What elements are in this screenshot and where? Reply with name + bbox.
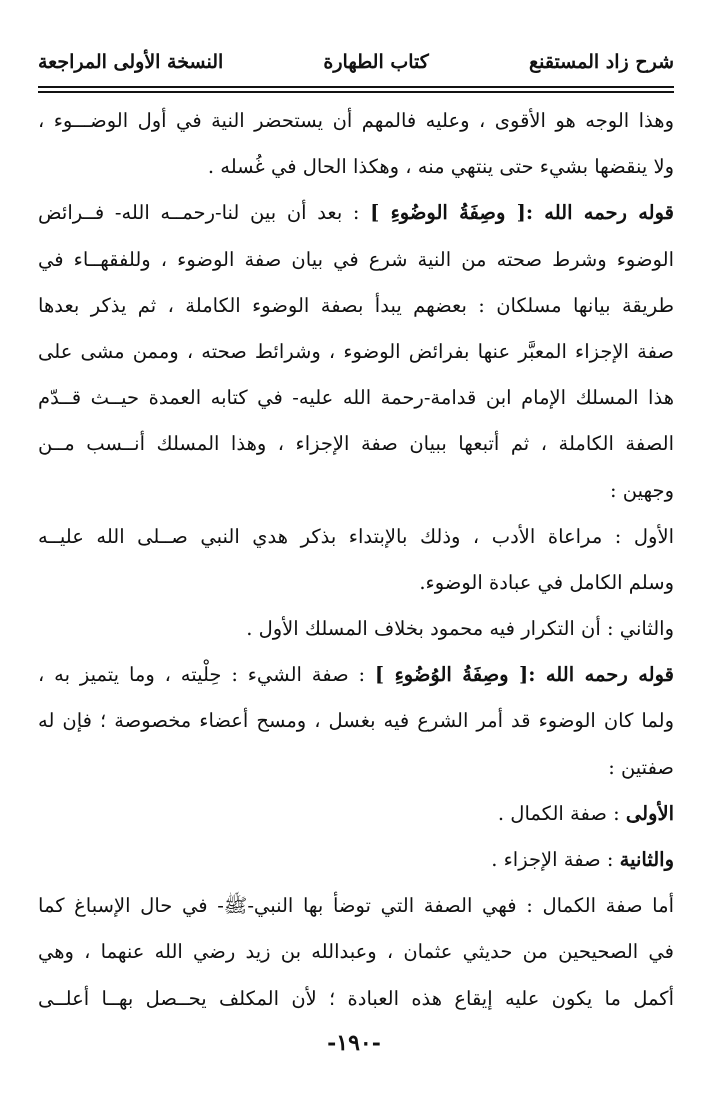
- text-line: صفة الإجزاء المعبَّر عنها بفرائض الوضوء ، وشرائط صحته ، وممن مشى على: [38, 339, 674, 363]
- text-line: هذا المسلك الإمام ابن قدامة-رحمة الله عليه- في كتابه العمدة حيــث قــدّم: [38, 386, 674, 410]
- header-book-title: شرح زاد المستقنع: [528, 51, 674, 73]
- heading-quote: قوله رحمه الله :[ وصِفَةُ الوُضُوءِ ]: [374, 663, 674, 687]
- text-line: في الصحيحين من حديثي عثمان ، وعبدالله بن زيد رضي الله عنهما ، وهي: [38, 940, 674, 964]
- text-run: : صفة الشيء : حِلْيته ، وما يتميز به ،: [38, 663, 375, 687]
- enumeration-label: والثانية: [619, 848, 674, 871]
- page-number: -١٩٠-: [327, 1030, 381, 1056]
- text-line: الوضوء وشرط صحته من النية شرع في بيان صفة الوضوء ، وللفقهــاء في: [38, 247, 674, 271]
- text-run: : صفة الإجزاء .: [491, 848, 620, 871]
- text-line: وجهين :: [610, 478, 674, 502]
- text-line: أما صفة الكمال : فهي الصفة التي توضأ بها النبي-ﷺ- في حال الإسباغ كما: [38, 894, 674, 918]
- header-edition-note: النسخة الأولى المراجعة: [38, 51, 224, 73]
- text-line: الأول : مراعاة الأدب ، وذلك بالإبتداء بذكر هدي النبي صــلى الله عليــه: [38, 524, 674, 548]
- header-rule-upper: [38, 86, 674, 88]
- text-line: ولما كان الوضوء قد أمر الشرع فيه بغسل ، ومسح أعضاء مخصوصة ؛ فإن له: [38, 709, 674, 733]
- text-run: : صفة الكمال .: [497, 801, 626, 825]
- enumeration-label: الأولى: [625, 801, 674, 825]
- text-line: [38, 837, 674, 883]
- header-rule-lower: [38, 91, 674, 93]
- text-line: صفتين :: [608, 755, 674, 779]
- text-line: طريقة بيانها مسلكان : بعضهم يبدأ بصفة الوضوء الكاملة ، ثم يذكر بعدها: [38, 293, 674, 317]
- heading-quote: قوله رحمه الله :[ وصِفَةُ الوضُوءِ ]: [370, 201, 674, 225]
- running-header: [38, 38, 674, 86]
- text-line: [38, 791, 674, 837]
- text-line: أكمل ما يكون عليه إيقاع هذه العبادة ؛ لأن المكلف يحــصل بهــا أعلــى: [38, 986, 674, 1010]
- header-chapter-title: كتاب الطهارة: [323, 51, 429, 73]
- text-line: والثاني : أن التكرار فيه محمود بخلاف المسلك الأول .: [246, 617, 674, 641]
- text-line: ولا ينقضها بشيء حتى ينتهي منه ، وهكذا الحال في غُسله .: [207, 155, 674, 179]
- text-run: : بعد أن بين لنا-رحمــه الله- فــرائض: [38, 201, 371, 225]
- text-line: الصفة الكاملة ، ثم أتبعها ببيان صفة الإجزاء ، وهذا المسلك أنــسب مــن: [38, 432, 674, 456]
- text-line: [38, 190, 674, 236]
- text-line: وهذا الوجه هو الأقوى ، وعليه فالمهم أن يستحضر النية في أول الوضـــوء ،: [38, 109, 674, 132]
- text-line: وسلم الكامل في عبادة الوضوء.: [419, 570, 674, 594]
- body-text: [38, 98, 674, 1022]
- text-line: [38, 652, 674, 698]
